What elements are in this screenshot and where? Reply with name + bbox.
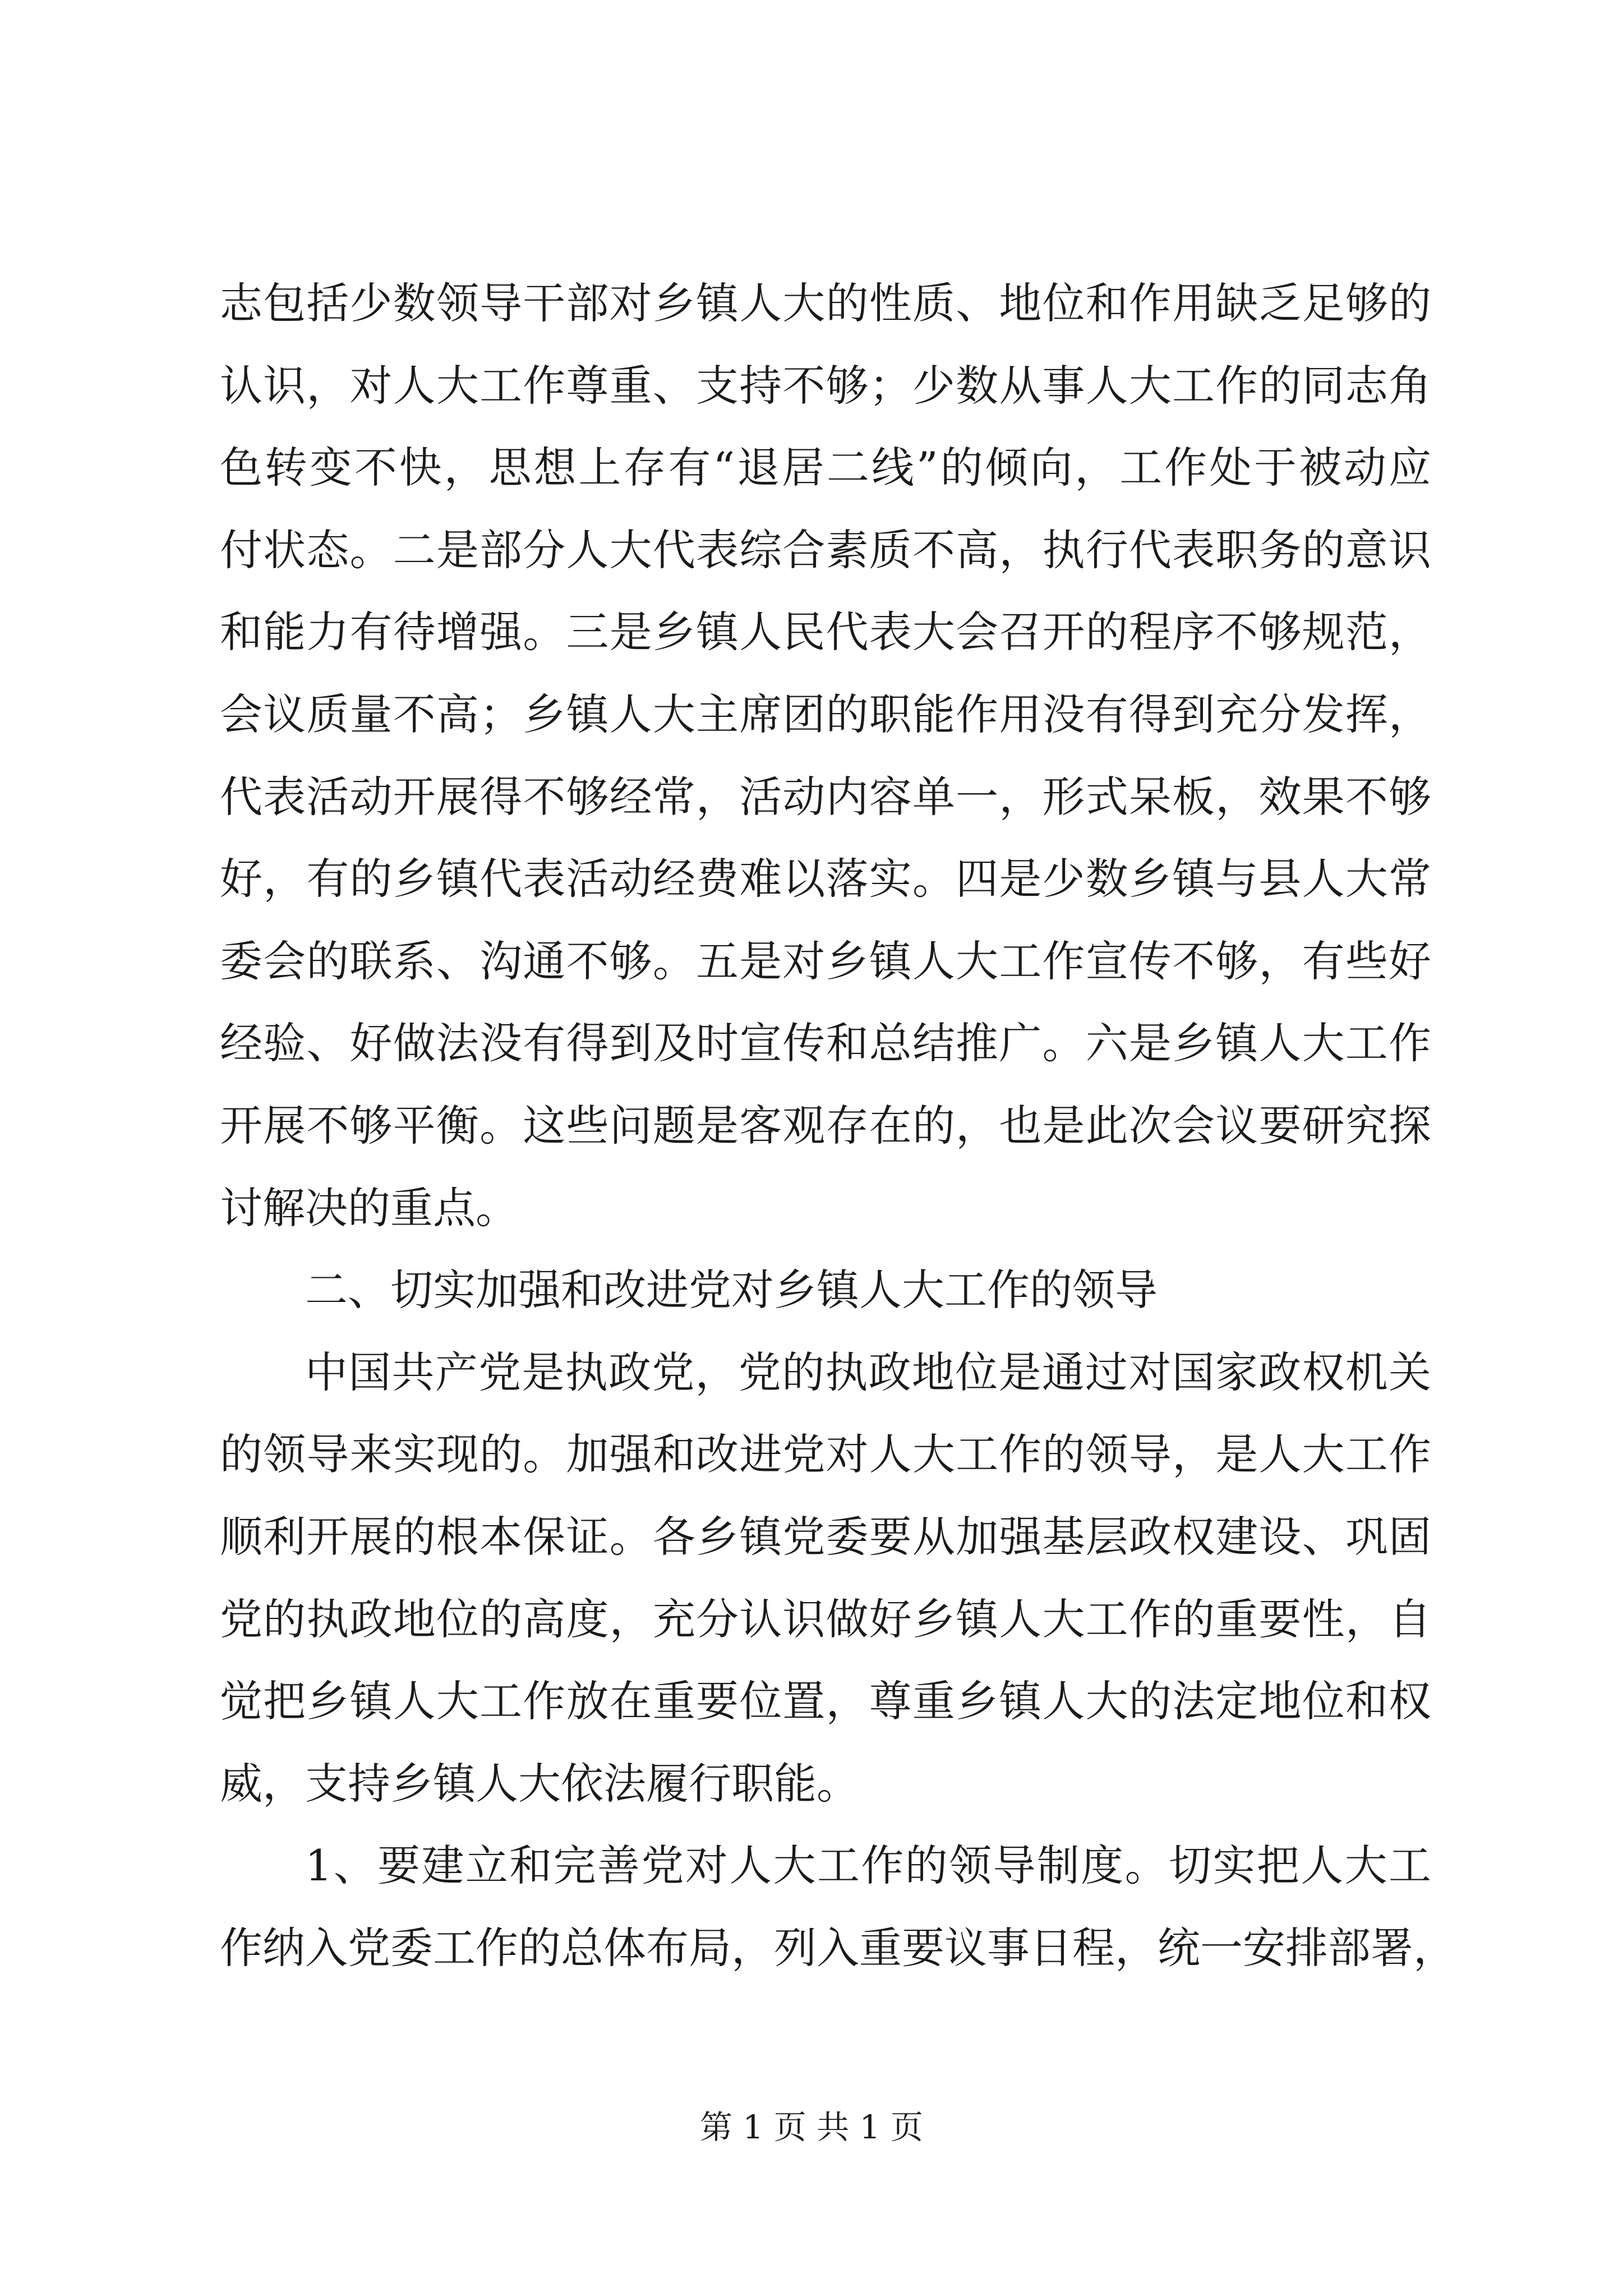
document-body — [220, 263, 1456, 1989]
text-line: 经验、好做法没有得到及时宣传和总结推广。六是乡镇人大工作 — [220, 1018, 1431, 1069]
section-heading: 二、切实加强和改进党对乡镇人大工作的领导 — [305, 1265, 1158, 1315]
text-line: 代表活动开展得不够经常，活动内容单一，形式呆板，效果不够 — [220, 771, 1431, 822]
text-line: 作纳入党委工作的总体布局，列入重要议事日程，统一安排部署， — [220, 1922, 1456, 1973]
text-line: 会议质量不高；乡镇人大主席团的职能作用没有得到充分发挥， — [220, 689, 1431, 739]
text-line: 觉把乡镇人大工作放在重要位置，尊重乡镇人大的法定地位和权 — [220, 1676, 1431, 1727]
text-line: 好，有的乡镇代表活动经费难以落实。四是少数乡镇与县人大常 — [220, 854, 1431, 904]
text-line: 讨解决的重点。 — [220, 1182, 518, 1233]
text-line: 付状态。二是部分人大代表综合素质不高，执行代表职务的意识 — [220, 524, 1431, 575]
text-line: 的领导来实现的。加强和改进党对人大工作的领导，是人大工作 — [220, 1429, 1431, 1480]
text-line: 色转变不快，思想上存有“退居二线”的倾向，工作处于被动应 — [220, 443, 1431, 493]
text-line: 和能力有待增强。三是乡镇人民代表大会召开的程序不够规范， — [220, 607, 1431, 657]
text-line: 委会的联系、沟通不够。五是对乡镇人大工作宣传不够，有些好 — [220, 936, 1431, 986]
page-footer: 第 1 页 共 1 页 — [700, 2108, 923, 2146]
text-line: 志包括少数领导干部对乡镇人大的性质、地位和作用缺乏足够的 — [220, 278, 1431, 328]
text-line: 顺利开展的根本保证。各乡镇党委要从加强基层政权建设、巩固 — [220, 1511, 1431, 1562]
text-line: 威，支持乡镇人大依法履行职能。 — [220, 1758, 859, 1809]
text-line: 认识，对人大工作尊重、支持不够；少数从事人大工作的同志角 — [220, 360, 1431, 411]
text-line: 开展不够平衡。这些问题是客观存在的，也是此次会议要研究探 — [220, 1100, 1431, 1151]
text-line: 1、要建立和完善党对人大工作的领导制度。切实把人大工 — [305, 1841, 1431, 1891]
text-line: 中国共产党是执政党，党的执政地位是通过对国家政权机关 — [305, 1347, 1431, 1397]
text-line: 党的执政地位的高度，充分认识做好乡镇人大工作的重要性，自 — [220, 1594, 1431, 1644]
